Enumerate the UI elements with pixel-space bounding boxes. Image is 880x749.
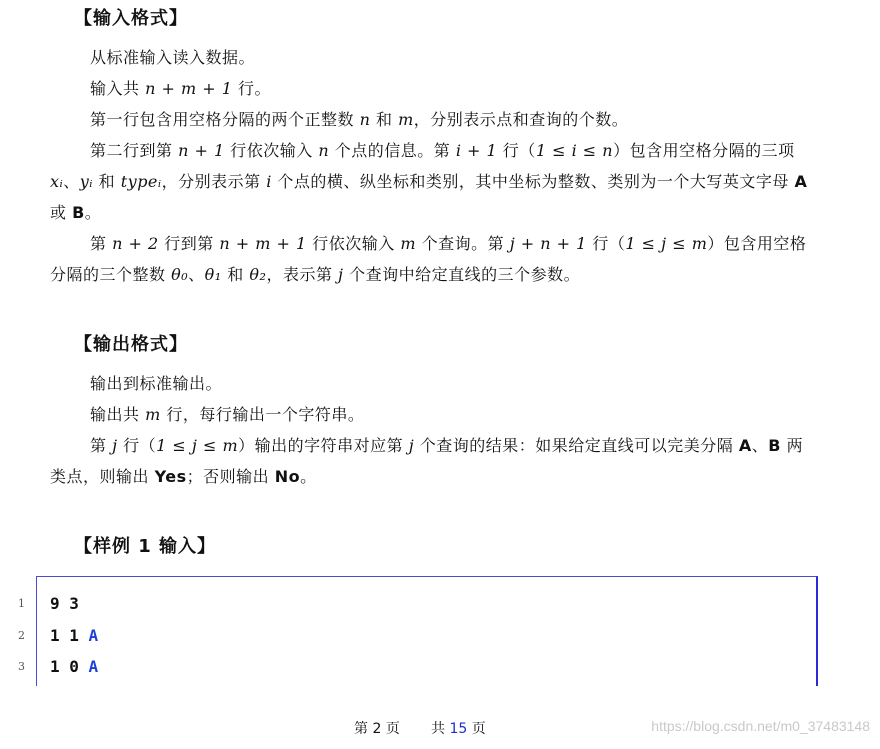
output-format-body	[50, 368, 810, 492]
code-line	[50, 622, 98, 650]
output-line-2	[50, 399, 810, 430]
code-line	[50, 590, 79, 618]
text: 输出共	[90, 405, 146, 424]
sample-input-heading: 【样例 1 输入】	[74, 536, 217, 557]
text: 行（	[117, 436, 157, 455]
text: 和	[93, 172, 121, 191]
math-expr: j	[112, 436, 118, 455]
text: B	[768, 436, 781, 455]
text: 行依次输入	[224, 141, 319, 160]
input-format-heading: 【输入格式】	[74, 8, 188, 29]
line-number: 2	[18, 629, 25, 642]
line-number: 1	[18, 597, 25, 610]
math-expr: n	[318, 141, 330, 160]
text: 行（	[497, 141, 536, 160]
math-expr: j	[338, 265, 344, 284]
text: 从标准输入读入数据。	[90, 48, 256, 67]
page-prefix: 第	[354, 721, 373, 737]
input-line-5	[50, 228, 810, 290]
text: 第一行包含用空格分隔的两个正整数	[90, 110, 360, 129]
math-expr: m	[400, 234, 417, 253]
output-format-heading: 【输出格式】	[74, 334, 188, 355]
text: 两类点，则输出	[50, 436, 804, 486]
text: 、	[63, 172, 80, 191]
input-line-3	[50, 104, 810, 135]
code-class-letter: A	[88, 626, 99, 645]
input-line-4	[50, 135, 810, 228]
total-pages: 15	[449, 721, 468, 737]
text: 第	[90, 436, 113, 455]
text: ）包含用空格分隔的三个整数	[50, 234, 807, 284]
code-class-letter: A	[88, 657, 99, 676]
page-footer	[354, 718, 486, 738]
math-expr: 1 ≤ i ≤ n	[535, 141, 614, 160]
code-tokens: 9 3	[50, 594, 79, 613]
text: ，分别表示点和查询的个数。	[413, 110, 629, 129]
text: 行到第	[158, 234, 220, 253]
math-expr: n + 1	[178, 141, 225, 160]
input-line-1	[50, 42, 810, 73]
text: 行。	[232, 79, 271, 98]
text: 或	[50, 203, 73, 222]
math-expr: n	[359, 110, 371, 129]
text: 、	[188, 265, 205, 284]
output-line-1	[50, 368, 810, 399]
text: ；否则输出	[186, 467, 275, 486]
text: 个查询中给定直线的三个参数。	[343, 265, 581, 284]
text: 、	[751, 436, 769, 455]
math-expr: j	[408, 436, 415, 455]
math-expr: n + m + 1	[145, 79, 233, 98]
code-tokens: 1 1	[50, 626, 79, 645]
text: ，分别表示第	[161, 172, 267, 191]
math-expr: n + 2	[112, 234, 159, 253]
text: 和	[370, 110, 399, 129]
text: 个点的横、纵坐标和类别，其中坐标为整数、类别为一个大写英文字母	[271, 172, 795, 191]
text: ）包含用空格分隔的三项	[613, 141, 795, 160]
text: 行（	[586, 234, 626, 253]
math-expr: θ₀	[171, 265, 189, 284]
math-expr: xᵢ	[50, 172, 64, 191]
math-expr: m	[398, 110, 414, 129]
output-line-3	[50, 430, 810, 492]
text: 第	[90, 234, 113, 253]
text: 个点的信息。第	[329, 141, 456, 160]
input-line-2	[50, 73, 810, 104]
text: 个查询的结果：如果给定直线可以完美分隔	[414, 436, 739, 455]
text: 行依次输入	[306, 234, 401, 253]
text: ）输出的字符串对应第	[238, 436, 409, 455]
text: 输出到标准输出。	[90, 374, 223, 393]
text: 。	[300, 467, 317, 486]
text: 输入共	[90, 79, 146, 98]
math-expr: θ₂	[249, 265, 267, 284]
text: 个查询。第	[416, 234, 510, 253]
math-expr: i + 1	[455, 141, 498, 160]
total-suffix: 页	[467, 721, 486, 737]
total-prefix: 共	[430, 721, 450, 737]
page-number: 2	[372, 721, 382, 737]
math-expr: typeᵢ	[120, 172, 162, 191]
math-expr: 1 ≤ j ≤ m	[625, 234, 708, 253]
sample-code-box	[36, 576, 818, 686]
watermark: https://blog.csdn.net/m0_37483148	[651, 718, 870, 734]
code-line	[50, 653, 98, 681]
text: 。	[84, 203, 102, 222]
text: A	[794, 172, 808, 191]
text: 行，每行输出一个字符串。	[160, 405, 365, 424]
math-expr: j + n + 1	[509, 234, 587, 253]
line-number: 3	[18, 660, 25, 673]
text: No	[274, 467, 301, 486]
math-expr: m	[145, 405, 161, 424]
math-expr: θ₁	[204, 265, 222, 284]
math-expr: i	[266, 172, 272, 191]
page-suffix: 页	[381, 721, 400, 737]
code-tokens: 1 0	[50, 657, 79, 676]
text: ，表示第	[266, 265, 339, 284]
math-expr: n + m + 1	[219, 234, 307, 253]
text: 第二行到第	[90, 141, 179, 160]
text: B	[72, 203, 85, 222]
math-expr: yᵢ	[79, 172, 94, 191]
text: 和	[221, 265, 250, 284]
math-expr: 1 ≤ j ≤ m	[156, 436, 239, 455]
text: Yes	[154, 467, 187, 486]
text: A	[738, 436, 752, 455]
input-format-body	[50, 42, 810, 290]
